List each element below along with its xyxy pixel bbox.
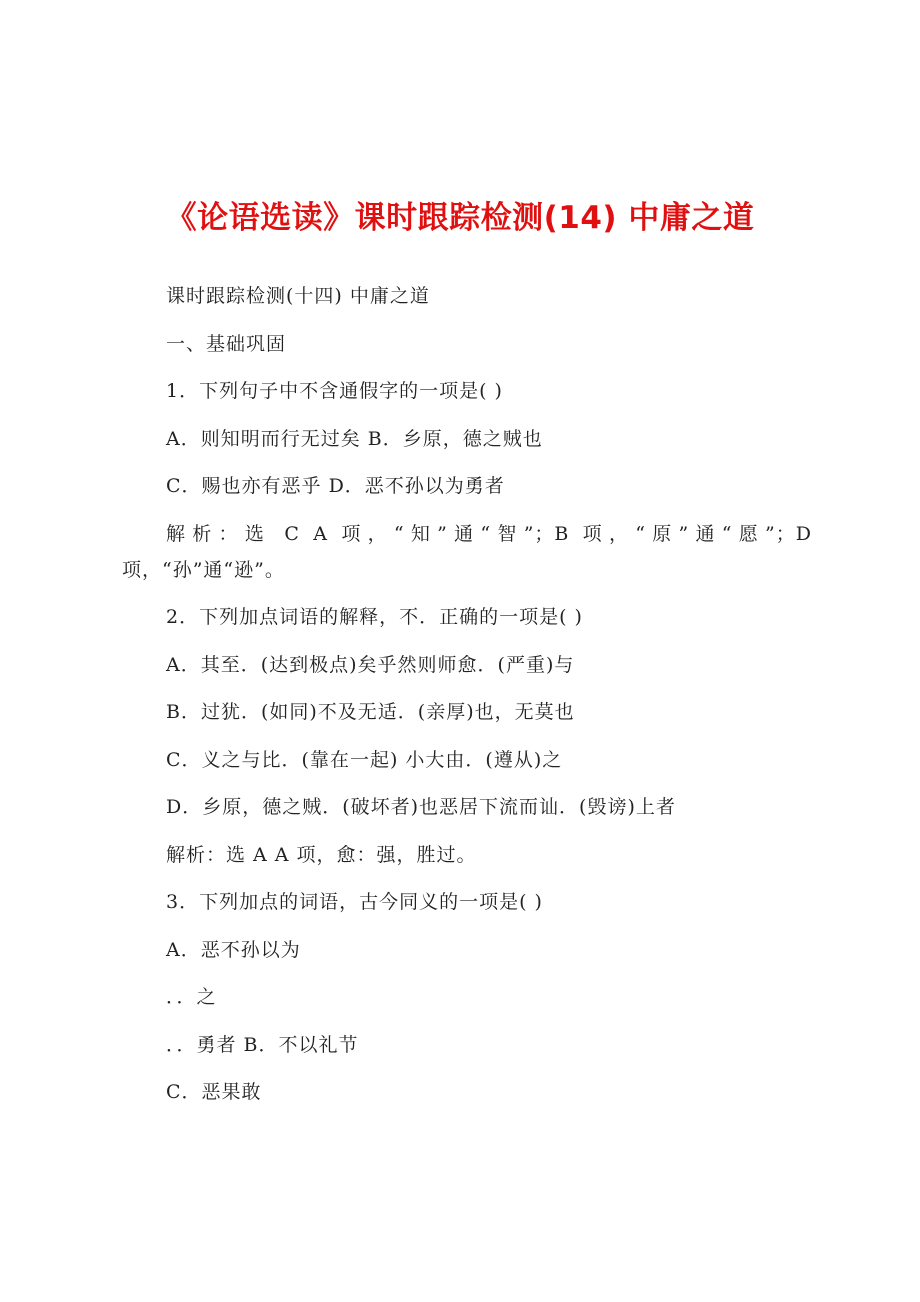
document-body [122, 278, 812, 1122]
question-3: 3．下列加点的词语，古今同义的一项是( ) [166, 891, 543, 913]
question-3-line-3: ．．勇者 B．不以礼节 [166, 1033, 359, 1056]
question-1: 1．下列句子中不含通假字的一项是( ) [166, 380, 503, 402]
question-3-option-c: C．恶果敢 [166, 1081, 262, 1103]
question-2-option-c: C．义之与比．(靠在一起) 小大由．(遵从)之 [166, 748, 563, 771]
section-heading: 课时跟踪检测(十四) 中庸之道 [166, 285, 430, 307]
question-1-options-ab: A．则知明而行无过矣 B．乡原，德之贼也 [166, 427, 543, 450]
question-2-option-a: A．其至．(达到极点)矣乎然则师愈．(严重)与 [166, 653, 575, 676]
question-2: 2．下列加点词语的解释，不．正确的一项是( ) [166, 606, 583, 628]
question-3-line-2: ．．之 [166, 986, 217, 1008]
question-3-option-a: A．恶不孙以为 [166, 938, 301, 961]
question-1-analysis: 解析：选 C A 项，“知”通“智”；B 项，“原”通“愿”；D 项，“孙”通“逊”。 [122, 522, 812, 581]
part-heading: 一、基础巩固 [166, 332, 287, 355]
document-title: 《论语选读》课时跟踪检测(14) 中庸之道 [165, 200, 755, 236]
question-2-option-d: D．乡原，德之贼．(破坏者)也恶居下流而讪．(毁谤)上者 [166, 796, 676, 818]
question-2-analysis: 解析：选 A A 项，愈：强，胜过。 [166, 843, 477, 866]
question-1-options-cd: C．赐也亦有恶乎 D．恶不孙以为勇者 [166, 475, 505, 497]
question-2-option-b: B．过犹．(如同)不及无适．(亲厚)也，无莫也 [166, 701, 575, 723]
